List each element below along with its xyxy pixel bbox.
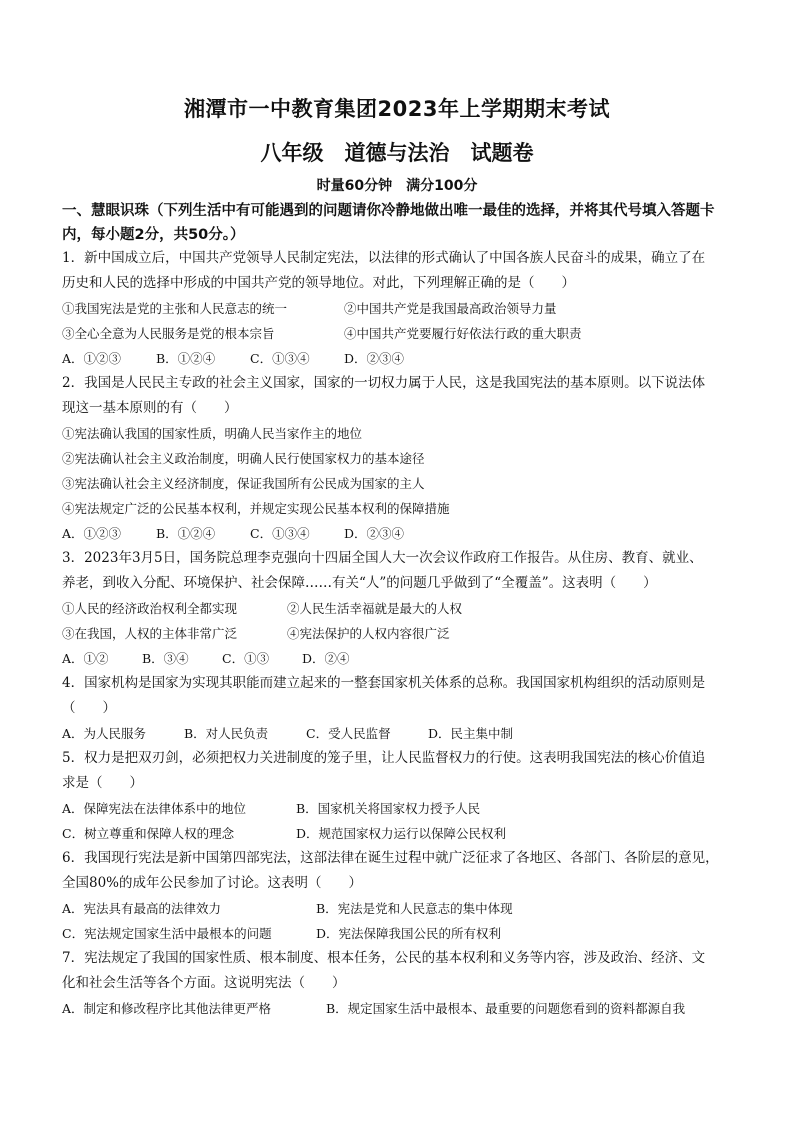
option-a: A．制定和修改程序比其他法律更严格 (62, 1001, 272, 1016)
question-item: ③全心全意为人民服务是党的根本宗旨 (62, 326, 275, 341)
exam-subtitle: 八年级 道德与法治 试题卷 (260, 141, 534, 165)
exam-title: 湘潭市一中教育集团2023年上学期期末考试 (184, 97, 610, 121)
question-5 (62, 746, 744, 846)
question-stem-line: （ ） (62, 700, 116, 716)
question-item: ③宪法确认社会主义经济制度，保证我国所有公民成为国家的主人 (62, 476, 425, 491)
question-stem-line: 全国80%的成年公民参加了讨论。这表明（ ） (62, 875, 363, 891)
question-7 (62, 946, 744, 1021)
option-d: D．②③④ (344, 351, 405, 366)
option-a: A．宪法具有最高的法律效力 (62, 901, 222, 916)
answer-options (62, 721, 744, 746)
question-3 (62, 546, 744, 671)
question-stem-line: 6．我国现行宪法是新中国第四部宪法，这部法律在诞生过程中就广泛征求了各地区、各部门、各阶层的意见， (62, 850, 719, 866)
question-item: ①宪法确认我国的国家性质，明确人民当家作主的地位 (62, 426, 363, 441)
option-d: D．宪法保障我国公民的所有权利 (316, 926, 502, 941)
option-b: B．对人民负责 (184, 726, 269, 741)
question-stem-line: 化和社会生活等各个方面。这说明宪法（ ） (62, 975, 346, 991)
question-item: ④宪法规定广泛的公民基本权利，并规定实现公民基本权利的保障措施 (62, 501, 450, 516)
answer-options (62, 796, 744, 821)
question-stem-line: 3．2023年3月5日，国务院总理李克强向十四届全国人大一次会议作政府工作报告。从住房、教育、就业、 (62, 550, 703, 566)
question-item-row (62, 496, 744, 521)
answer-options (62, 896, 744, 921)
question-item: ②人民生活幸福就是最大的人权 (287, 601, 463, 616)
option-b: B．规定国家生活中最根本、最重要的问题您看到的资料都源自我 (326, 1001, 686, 1016)
option-d: D．②④ (302, 651, 350, 666)
option-b: B．①②④ (156, 526, 216, 541)
exam-time-info: 时量60分钟 满分100分 (316, 178, 478, 194)
question-stem-line: 4．国家机构是国家为实现其职能而建立起来的一整套国家机关体系的总称。我国国家机构组织的活动原则是 (62, 675, 706, 691)
option-c: C．①③④ (250, 351, 310, 366)
question-stem-line: 5．权力是把双刃剑，必须把权力关进制度的笼子里，让人民监督权力的行使。这表明我国宪法的核心价值追 (62, 750, 706, 766)
option-c: C．受人民监督 (306, 726, 391, 741)
question-6 (62, 846, 744, 946)
question-list (62, 246, 744, 1021)
question-stem-line: 2．我国是人民民主专政的社会主义国家，国家的一切权力属于人民，这是我国宪法的基本原则。以下说法体 (62, 375, 706, 391)
question-item-row (62, 421, 744, 446)
question-item-row (62, 621, 744, 646)
option-c: C．①③④ (250, 526, 310, 541)
option-d: D．规范国家权力运行以保障公民权利 (296, 826, 507, 841)
option-a: A．①②③ (62, 526, 122, 541)
question-stem-line: 求是（ ） (62, 775, 143, 791)
question-item: ④中国共产党要履行好依法行政的重大职责 (344, 326, 582, 341)
question-item: ②宪法确认社会主义政治制度，明确人民行使国家权力的基本途径 (62, 451, 425, 466)
option-d: D．民主集中制 (428, 726, 514, 741)
answer-options (62, 921, 744, 946)
option-d: D．②③④ (344, 526, 405, 541)
question-item: ②中国共产党是我国最高政治领导力量 (344, 301, 557, 316)
question-item: ①我国宪法是党的主张和人民意志的统一 (62, 301, 288, 316)
option-b: B．③④ (142, 651, 189, 666)
question-stem-line: 现这一基本原则的有（ ） (62, 400, 238, 416)
question-item-row (62, 296, 744, 321)
option-c: C．树立尊重和保障人权的理念 (62, 826, 235, 841)
question-item: ③在我国，人权的主体非常广泛 (62, 626, 238, 641)
question-stem-line: 历史和人民的选择中形成的中国共产党的领导地位。对此，下列理解正确的是（ ） (62, 275, 575, 291)
question-item-row (62, 596, 744, 621)
option-b: B．国家机关将国家权力授予人民 (296, 801, 481, 816)
option-b: B．宪法是党和人民意志的集中体现 (316, 901, 513, 916)
answer-options (62, 521, 744, 546)
question-item: ①人民的经济政治权利全都实现 (62, 601, 238, 616)
question-item-row (62, 321, 744, 346)
question-2 (62, 371, 744, 546)
question-stem-line: 1．新中国成立后，中国共产党领导人民制定宪法，以法律的形式确认了中国各族人民奋斗的成果，确立了在 (62, 250, 706, 266)
section-heading: 一、慧眼识珠（下列生活中有可能遇到的问题请你冷静地做出唯一最佳的选择，并将其代号填入答题卡内，每小题2分，共50分。） (62, 203, 715, 243)
option-a: A．保障宪法在法律体系中的地位 (62, 801, 247, 816)
option-a: A．为人民服务 (62, 726, 147, 741)
option-a: A．①②③ (62, 351, 122, 366)
question-item-row (62, 446, 744, 471)
option-b: B．①②④ (156, 351, 216, 366)
question-item: ④宪法保护的人权内容很广泛 (287, 626, 450, 641)
question-4 (62, 671, 744, 746)
answer-options (62, 996, 744, 1021)
option-c: C．①③ (222, 651, 270, 666)
question-stem-line: 养老，到收入分配、环境保护、社会保障……有关“人”的问题几乎做到了“全覆盖”。这表明（ ） (62, 575, 657, 591)
answer-options (62, 646, 744, 671)
option-c: C．宪法规定国家生活中最根本的问题 (62, 926, 272, 941)
answer-options (62, 346, 744, 371)
option-a: A．①② (62, 651, 109, 666)
question-1 (62, 246, 744, 371)
question-item-row (62, 471, 744, 496)
question-stem-line: 7．宪法规定了我国的国家性质、根本制度、根本任务，公民的基本权利和义务等内容，涉及政治、经济、文 (62, 950, 706, 966)
answer-options (62, 821, 744, 846)
